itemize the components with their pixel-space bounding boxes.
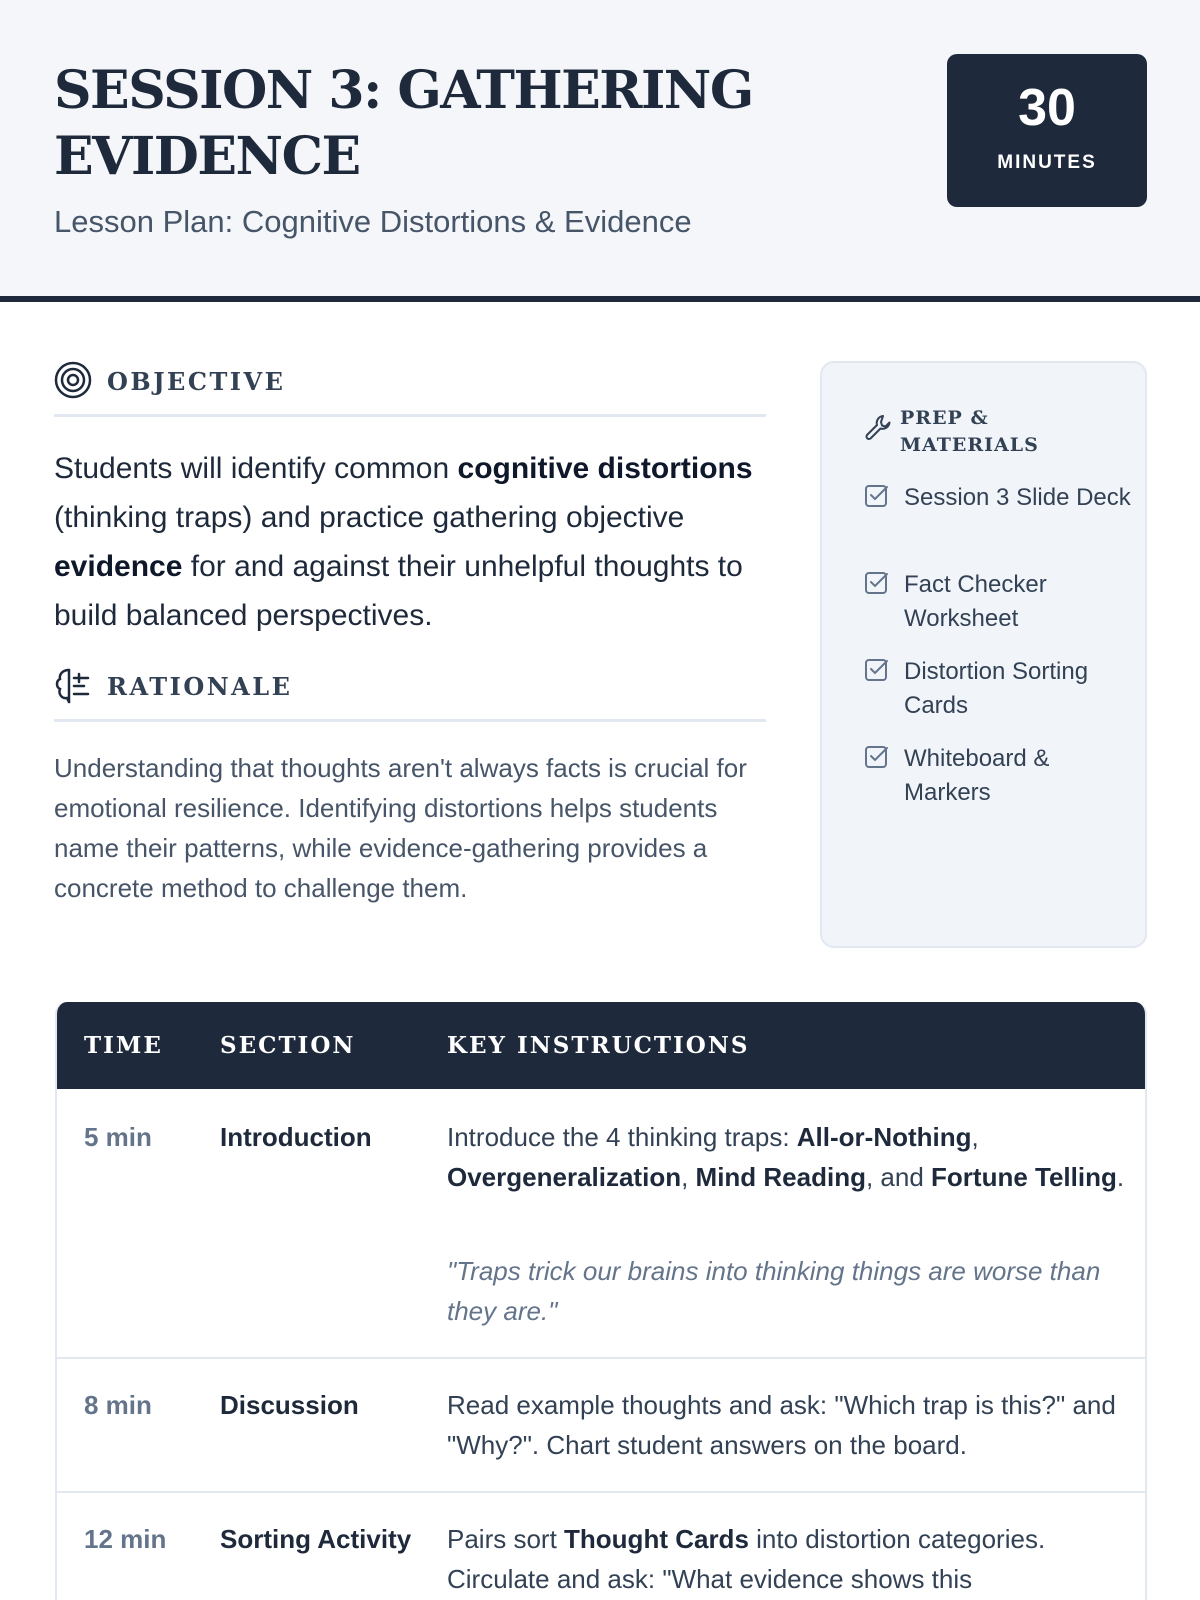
row-section: Introduction bbox=[220, 1122, 372, 1152]
prep-materials-card bbox=[820, 361, 1147, 948]
page-subtitle: Lesson Plan: Cognitive Distortions & Evidence bbox=[54, 204, 692, 239]
page-title: SESSION 3: GATHERING EVIDENCE bbox=[54, 60, 753, 187]
row-instructions: Read example thoughts and ask: "Which trap is this?" and "Why?". Chart student answers on the board. bbox=[447, 1390, 1116, 1460]
brain-icon bbox=[54, 666, 92, 704]
duration-unit: MINUTES bbox=[997, 152, 1097, 173]
rationale-label: RATIONALE bbox=[107, 672, 293, 701]
table-row bbox=[57, 1493, 1147, 1600]
checkbox-icon bbox=[864, 657, 890, 683]
material-label: Distortion Sorting Cards bbox=[904, 658, 1089, 719]
column-header-section: SECTION bbox=[220, 1032, 356, 1059]
duration-badge bbox=[947, 54, 1147, 207]
prep-heading: PREP & MATERIALS bbox=[900, 407, 1039, 456]
wrench-icon bbox=[864, 413, 892, 441]
row-instructions: Pairs sort Thought Cards into distortion categories. Circulate and ask: "What evidence shows this bbox=[447, 1524, 1046, 1594]
column-header-instructions: KEY INSTRUCTIONS bbox=[447, 1032, 750, 1059]
table-header bbox=[57, 1002, 1147, 1089]
material-label: Whiteboard & Markers bbox=[904, 745, 1050, 806]
checkbox-icon bbox=[864, 483, 890, 509]
row-section: Sorting Activity bbox=[220, 1524, 412, 1554]
row-quote: "Traps trick our brains into thinking things are worse than they are." bbox=[447, 1256, 1101, 1326]
row-time: 5 min bbox=[84, 1122, 152, 1152]
objective-text: Students will identify common cognitive distortions (thinking traps) and practice gathering objective evidence for and against their unhelpful thoughts to build balanced perspectives. bbox=[54, 452, 753, 632]
material-label: Fact Checker Worksheet bbox=[904, 571, 1047, 632]
row-instructions: Introduce the 4 thinking traps: All-or-Nothing, Overgeneralization, Mind Reading, and Fortune Telling. bbox=[447, 1122, 1125, 1192]
objective-label: OBJECTIVE bbox=[107, 367, 286, 396]
column-header-time: TIME bbox=[84, 1032, 163, 1059]
material-label: Session 3 Slide Deck bbox=[904, 484, 1131, 511]
row-section: Discussion bbox=[220, 1390, 359, 1420]
page-header bbox=[0, 0, 1200, 302]
row-time: 8 min bbox=[84, 1390, 152, 1420]
checkbox-icon bbox=[864, 744, 890, 770]
table-row bbox=[57, 1089, 1147, 1359]
checkbox-icon bbox=[864, 570, 890, 596]
table-row bbox=[57, 1359, 1147, 1493]
row-time: 12 min bbox=[84, 1524, 167, 1554]
duration-value: 30 bbox=[1018, 79, 1076, 137]
objective-heading bbox=[54, 361, 766, 417]
rationale-heading bbox=[54, 666, 766, 722]
target-icon bbox=[54, 361, 92, 399]
lesson-table bbox=[55, 1002, 1147, 1600]
rationale-text: Understanding that thoughts aren't always facts is crucial for emotional resilience. Identifying distortions helps students name their patterns, while evidence-gathering provides a concrete method to challenge them. bbox=[54, 753, 747, 903]
